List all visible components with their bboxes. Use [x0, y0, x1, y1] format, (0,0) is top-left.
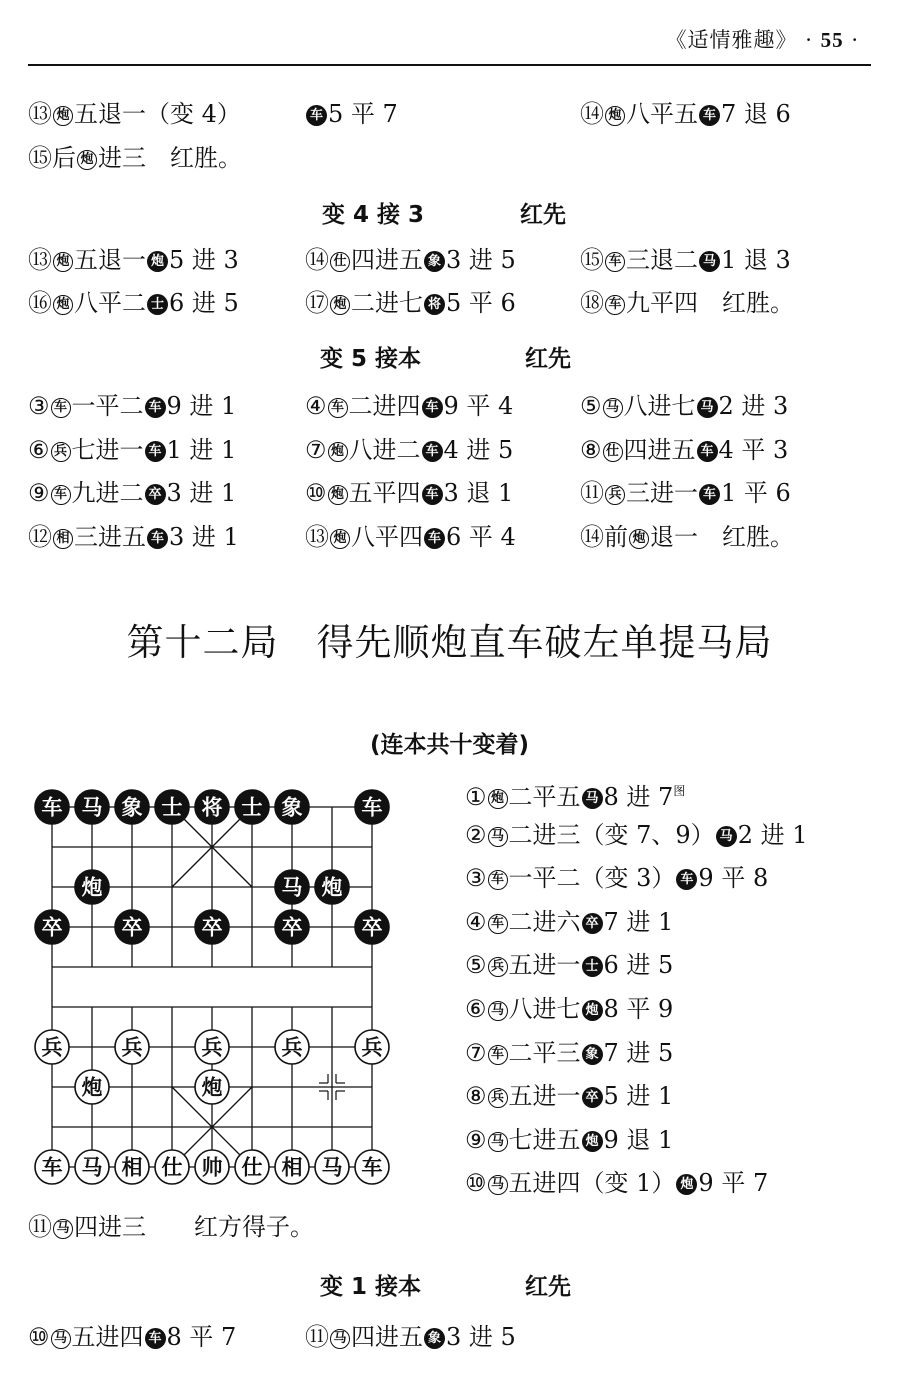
red-piece: [355, 1150, 389, 1184]
move-text: ⑥: [465, 995, 487, 1023]
red-piece-icon: 炮: [488, 789, 508, 809]
svg-text:兵: 兵: [361, 1035, 383, 1060]
black-piece-icon: 卒: [145, 484, 166, 505]
red-piece: [115, 1150, 149, 1184]
figure-note: 图: [673, 784, 686, 798]
black-piece-icon: 车: [676, 869, 697, 890]
page-number: 55: [820, 28, 844, 52]
black-piece: [275, 790, 309, 824]
move-cell: [28, 391, 236, 421]
svg-text:卒: 卒: [361, 915, 383, 940]
move-cell: [28, 478, 236, 508]
red-piece-icon: 炮: [330, 295, 350, 315]
svg-text:象: 象: [121, 795, 143, 820]
move-text: 八进二: [348, 436, 421, 464]
black-piece-icon: 马: [716, 826, 737, 847]
black-piece-icon: 卒: [582, 913, 603, 934]
move-text: 三退二: [626, 246, 698, 274]
move-text: 五进四（变 1）: [508, 1169, 676, 1198]
black-piece-icon: 象: [424, 1328, 445, 1349]
svg-text:相: 相: [121, 1155, 143, 1180]
move-text: ⑨: [28, 479, 50, 507]
move-text: 8 平 7: [166, 1323, 237, 1351]
xiangqi-board: [30, 785, 400, 1195]
red-piece: [195, 1030, 229, 1064]
move-cell: [305, 478, 513, 508]
move-text: 一平二（变 3）: [508, 864, 676, 893]
move-text: ⑪: [305, 1323, 329, 1351]
move-text: 9 进 1: [166, 392, 237, 420]
move-text: 6 平 4: [446, 523, 516, 551]
svg-text:兵: 兵: [41, 1035, 63, 1060]
move-text: 9 退 1: [603, 1125, 674, 1154]
svg-text:士: 士: [161, 795, 183, 820]
red-piece-icon: 兵: [51, 442, 71, 462]
game-title: 第十二局 得先顺炮直车破左单提马局: [126, 621, 773, 664]
svg-text:兵: 兵: [281, 1035, 303, 1060]
main-move-line: [465, 1125, 673, 1155]
svg-text:车: 车: [41, 1155, 63, 1180]
move-text: ⑤: [465, 951, 487, 980]
red-piece-icon: 炮: [53, 252, 73, 272]
move-cell: [305, 522, 516, 552]
black-piece: [75, 870, 109, 904]
svg-text:马: 马: [81, 1155, 103, 1180]
svg-text:卒: 卒: [41, 915, 63, 940]
page-header: 《适情雅趣》 · 55 ·: [665, 28, 859, 52]
svg-text:卒: 卒: [281, 915, 303, 940]
move-text: ⑤: [580, 392, 602, 420]
move-text: ⑭: [580, 100, 604, 128]
move-line: [28, 1212, 314, 1242]
move-text: 五退一: [74, 246, 146, 274]
svg-text:帅: 帅: [201, 1155, 223, 1180]
move-text: 8 进 7: [603, 783, 674, 811]
move-cell: [580, 522, 794, 552]
move-text: 7 退 6: [721, 100, 791, 128]
black-piece: [115, 790, 149, 824]
move-cell: [305, 99, 398, 129]
move-text: 1 退 3: [721, 246, 791, 274]
move-text: 5 进 1: [603, 1082, 674, 1111]
red-piece-icon: 马: [488, 1001, 508, 1021]
move-text: 四进五: [351, 246, 423, 274]
move-text: 三进五: [74, 523, 146, 551]
red-piece: [195, 1150, 229, 1184]
move-cell: [28, 288, 239, 318]
move-text: 1 进 1: [166, 436, 237, 464]
move-text: ⑦: [305, 436, 327, 464]
move-text: 3 进 1: [166, 479, 237, 507]
black-piece: [115, 910, 149, 944]
move-text: 进三 红胜。: [98, 144, 242, 172]
move-text: ③: [465, 864, 487, 893]
black-piece-icon: 车: [422, 397, 443, 418]
move-text: ⑮后: [28, 144, 76, 172]
red-piece: [195, 1070, 229, 1104]
move-cell: [305, 288, 516, 318]
red-piece: [235, 1150, 269, 1184]
red-piece-icon: 车: [488, 870, 508, 890]
move-text: ⑩: [28, 1323, 50, 1351]
move-text: ④: [305, 392, 327, 420]
move-text: 二平五: [508, 783, 581, 811]
svg-text:象: 象: [281, 795, 303, 820]
red-piece-icon: 炮: [53, 106, 73, 126]
move-cell: [580, 245, 791, 275]
svg-text:士: 士: [241, 795, 263, 820]
red-piece-icon: 车: [328, 398, 348, 418]
black-piece: [235, 790, 269, 824]
black-piece-icon: 象: [582, 1044, 603, 1065]
svg-text:炮: 炮: [81, 875, 103, 900]
move-text: ⑭: [305, 246, 329, 274]
red-piece-icon: 炮: [53, 295, 73, 315]
move-cell: [28, 245, 239, 275]
move-cell: [305, 391, 513, 421]
black-piece-icon: 炮: [582, 1131, 603, 1152]
svg-text:马: 马: [281, 875, 303, 900]
move-text: 八平五: [626, 100, 698, 128]
black-piece-icon: 车: [422, 484, 443, 505]
move-text: ⑭前: [580, 523, 628, 551]
move-text: ⑰: [305, 289, 329, 317]
move-text: 五进一: [508, 1082, 581, 1111]
move-text: ⑪: [28, 1213, 52, 1241]
red-piece-icon: 炮: [330, 529, 350, 549]
move-text: 八平二: [74, 289, 146, 317]
red-piece-icon: 马: [488, 827, 508, 847]
move-text: 9 平 8: [698, 864, 769, 893]
move-text: 9 平 4: [443, 392, 514, 420]
svg-text:将: 将: [201, 795, 223, 820]
red-piece-icon: 马: [51, 1329, 71, 1349]
move-text: 3 进 5: [446, 246, 516, 274]
move-text: ⑥: [28, 436, 50, 464]
black-piece-icon: 车: [145, 397, 166, 418]
black-piece: [275, 870, 309, 904]
main-move-line: [465, 907, 673, 937]
move-cell: [305, 435, 513, 465]
move-cell: [580, 478, 791, 508]
move-text: 一平二: [71, 392, 144, 420]
move-cell: [28, 99, 241, 129]
move-text: 七进一: [71, 436, 144, 464]
red-piece-icon: 兵: [605, 485, 625, 505]
move-text: 四进三 红方得子。: [74, 1213, 314, 1241]
move-text: 7 进 5: [603, 1038, 674, 1067]
red-piece: [315, 1150, 349, 1184]
red-piece: [35, 1150, 69, 1184]
move-cell: [580, 99, 791, 129]
move-text: ⑮: [580, 246, 604, 274]
svg-text:马: 马: [81, 795, 103, 820]
red-piece-icon: 车: [605, 295, 625, 315]
black-piece: [355, 790, 389, 824]
svg-text:卒: 卒: [121, 915, 143, 940]
move-text: ⑬: [305, 523, 329, 551]
move-text: ⑪: [580, 479, 604, 507]
black-piece-icon: 象: [424, 251, 445, 272]
move-text: ③: [28, 392, 50, 420]
move-text: 3 退 1: [443, 479, 514, 507]
move-text: 四进五: [351, 1323, 423, 1351]
main-move-line: [465, 1168, 768, 1198]
move-text: 二进七: [351, 289, 423, 317]
red-piece: [275, 1150, 309, 1184]
move-text: ②: [465, 820, 487, 849]
game-caption: (连本共十变着): [369, 732, 530, 758]
black-piece: [75, 790, 109, 824]
move-text: 九平四 红胜。: [626, 289, 794, 317]
move-text: 退一 红胜。: [650, 523, 794, 551]
red-piece-icon: 车: [51, 485, 71, 505]
main-move-line: [465, 820, 807, 850]
red-piece-icon: 炮: [605, 106, 625, 126]
move-text: 3 进 5: [446, 1323, 516, 1351]
svg-text:马: 马: [321, 1155, 343, 1180]
black-piece-icon: 车: [424, 528, 445, 549]
svg-text:兵: 兵: [201, 1035, 223, 1060]
black-piece: [195, 790, 229, 824]
red-piece: [75, 1070, 109, 1104]
red-piece-icon: 马: [53, 1219, 73, 1239]
move-text: ④: [465, 907, 487, 936]
move-cell: [580, 391, 788, 421]
move-text: 2 进 3: [718, 392, 789, 420]
move-text: 三进一: [626, 479, 698, 507]
black-piece-icon: 车: [699, 105, 720, 126]
black-piece: [155, 790, 189, 824]
move-cell: [28, 435, 236, 465]
black-piece-icon: 车: [697, 441, 718, 462]
svg-text:炮: 炮: [201, 1075, 223, 1100]
move-text: 八进七: [623, 392, 696, 420]
red-piece: [155, 1150, 189, 1184]
red-piece-icon: 马: [488, 1175, 508, 1195]
black-piece-icon: 马: [699, 251, 720, 272]
move-text: 二平三: [508, 1038, 581, 1067]
move-text: ⑦: [465, 1038, 487, 1067]
red-piece: [355, 1030, 389, 1064]
move-text: 九进二: [71, 479, 144, 507]
black-piece: [315, 870, 349, 904]
black-piece-icon: 车: [699, 484, 720, 505]
main-move-line: [465, 1081, 673, 1111]
black-piece: [35, 790, 69, 824]
svg-text:车: 车: [41, 795, 63, 820]
red-piece-icon: 仕: [603, 442, 623, 462]
move-text: ⑨: [465, 1125, 487, 1154]
red-piece-icon: 炮: [77, 150, 97, 170]
main-move-line: [465, 994, 673, 1024]
black-piece: [355, 910, 389, 944]
move-cell: [305, 245, 516, 275]
red-piece-icon: 车: [488, 914, 508, 934]
move-text: 八平四: [351, 523, 423, 551]
move-text: 二进三（变 7、9）: [508, 820, 715, 849]
black-piece-icon: 车: [147, 528, 168, 549]
red-piece-icon: 兵: [488, 1088, 508, 1108]
red-piece-icon: 相: [53, 529, 73, 549]
black-piece-icon: 马: [582, 788, 603, 809]
black-piece-icon: 士: [147, 294, 168, 315]
red-piece: [35, 1030, 69, 1064]
red-piece-icon: 炮: [629, 529, 649, 549]
move-text: 5 平 7: [328, 100, 398, 128]
red-piece-icon: 炮: [328, 485, 348, 505]
book-title: 《适情雅趣》: [665, 28, 798, 52]
black-piece-icon: 卒: [582, 1087, 603, 1108]
move-text: 5 平 6: [446, 289, 516, 317]
move-text: ⑫: [28, 523, 52, 551]
red-piece: [75, 1150, 109, 1184]
move-text: 二进六: [508, 907, 581, 936]
move-text: ⑩: [305, 479, 327, 507]
move-text: 4 平 3: [718, 436, 789, 464]
move-text: ⑯: [28, 289, 52, 317]
move-text: 2 进 1: [737, 820, 808, 849]
black-piece-icon: 车: [145, 1328, 166, 1349]
move-text: 9 平 7: [698, 1169, 769, 1198]
svg-text:仕: 仕: [161, 1155, 183, 1180]
main-move-line: [465, 950, 673, 980]
move-text: 6 进 5: [169, 289, 239, 317]
header-rule: [28, 64, 871, 66]
move-cell: [28, 522, 239, 552]
move-text: ⑧: [580, 436, 602, 464]
move-text: ⑬: [28, 246, 52, 274]
main-move-line: [465, 1038, 673, 1068]
red-piece-icon: 马: [488, 1132, 508, 1152]
svg-text:炮: 炮: [321, 875, 343, 900]
move-text: 6 进 5: [603, 951, 674, 980]
move-text: 3 进 1: [169, 523, 239, 551]
move-text: 四进五: [623, 436, 696, 464]
svg-text:仕: 仕: [241, 1155, 263, 1180]
red-piece-icon: 马: [603, 398, 623, 418]
move-text: 8 平 9: [603, 995, 674, 1023]
black-piece-icon: 马: [697, 397, 718, 418]
red-piece-icon: 仕: [330, 252, 350, 272]
black-piece-icon: 炮: [582, 1000, 603, 1021]
main-move-line: [465, 863, 768, 893]
main-move-line: [465, 776, 685, 812]
move-text: 5 进 3: [169, 246, 239, 274]
svg-text:车: 车: [361, 795, 383, 820]
move-text: ⑩: [465, 1169, 487, 1198]
move-text: 五进一: [508, 951, 581, 980]
move-text: ⑬: [28, 100, 52, 128]
move-cell: [305, 1322, 516, 1352]
black-piece: [35, 910, 69, 944]
move-text: 7 进 1: [603, 907, 674, 936]
move-text: 八进七: [508, 995, 581, 1023]
black-piece-icon: 车: [145, 441, 166, 462]
black-piece: [275, 910, 309, 944]
move-text: ⑧: [465, 1082, 487, 1111]
move-text: 五进四: [71, 1323, 144, 1351]
move-text: 七进五: [508, 1125, 581, 1154]
red-piece-icon: 炮: [328, 442, 348, 462]
black-piece-icon: 士: [582, 956, 603, 977]
svg-text:炮: 炮: [81, 1075, 103, 1100]
svg-text:兵: 兵: [121, 1035, 143, 1060]
black-piece-icon: 炮: [147, 251, 168, 272]
red-piece-icon: 车: [51, 398, 71, 418]
red-piece-icon: 车: [605, 252, 625, 272]
black-piece-icon: 炮: [676, 1174, 697, 1195]
svg-text:卒: 卒: [201, 915, 223, 940]
red-piece-icon: 兵: [488, 957, 508, 977]
black-piece: [195, 910, 229, 944]
move-cell: [580, 288, 794, 318]
move-text: 二进四: [348, 392, 421, 420]
move-text: 五退一（变 4）: [74, 100, 241, 128]
black-piece-icon: 将: [424, 294, 445, 315]
black-piece-icon: 车: [306, 105, 327, 126]
svg-text:相: 相: [281, 1155, 303, 1180]
red-piece-icon: 车: [488, 1045, 508, 1065]
move-cell: [28, 143, 242, 173]
red-piece-icon: 马: [330, 1329, 350, 1349]
red-piece: [115, 1030, 149, 1064]
black-piece-icon: 车: [422, 441, 443, 462]
move-text: ①: [465, 783, 487, 811]
move-cell: [28, 1322, 236, 1352]
svg-text:车: 车: [361, 1155, 383, 1180]
move-text: 五平四: [348, 479, 421, 507]
move-text: 4 进 5: [443, 436, 514, 464]
move-cell: [580, 435, 788, 465]
move-text: ⑱: [580, 289, 604, 317]
move-text: 1 平 6: [721, 479, 791, 507]
red-piece: [275, 1030, 309, 1064]
